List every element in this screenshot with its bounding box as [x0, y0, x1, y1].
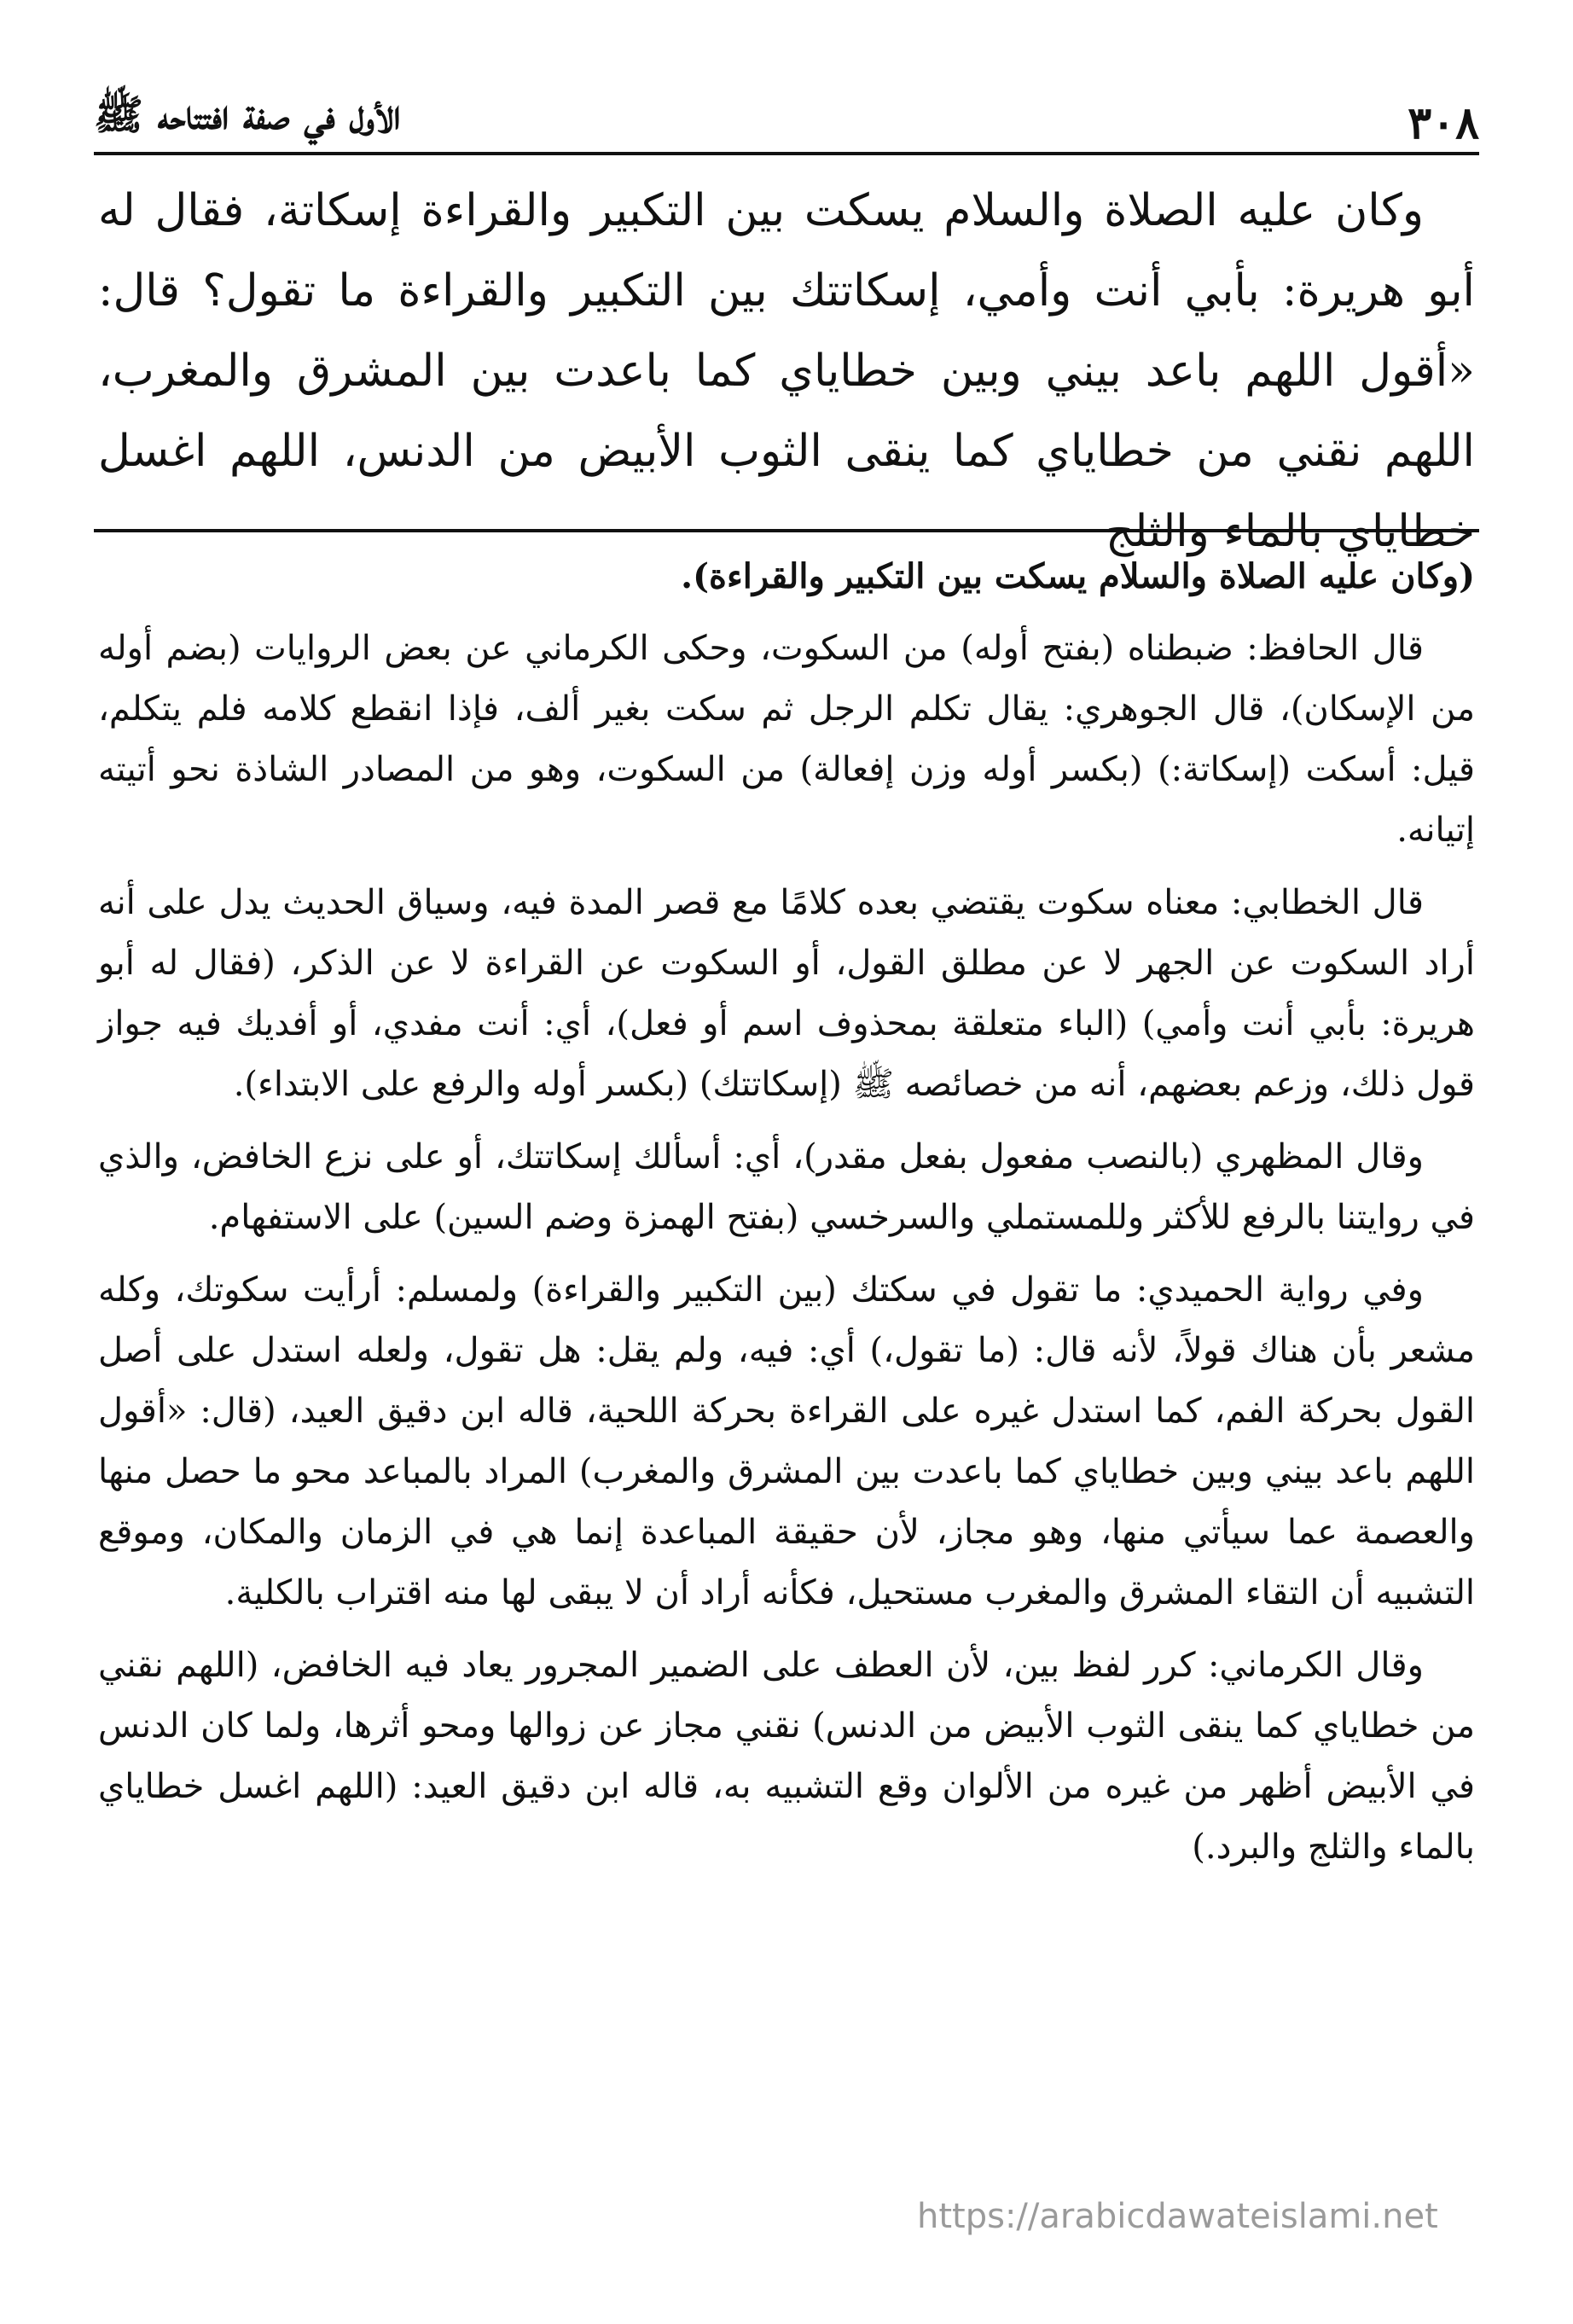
running-title: الأول في صفة افتتاحه ﷺ: [94, 91, 401, 139]
page-number: ٣٠٨: [1408, 97, 1479, 149]
page-header: [94, 81, 1479, 149]
commentary: [98, 546, 1475, 1890]
commentary-paragraph-3: وقال المظهري (بالنصب مفعول بفعل مقدر)، أي: أسألك إسكاتتك، أو على نزع الخافض، والذي في روايتنا بالرفع للأكثر وللمستملي والسرخسي (بفتح الهمزة وضم السين) على الاستفهام.: [98, 1137, 1475, 1237]
commentary-heading: (وكان عليه الصلاة والسلام يسكت بين التكبير والقراءة).: [681, 556, 1475, 596]
commentary-paragraph-1: قال الحافظ: ضبطناه (بفتح أوله) من السكوت، وحكى الكرماني عن بعض الروايات (بضم أوله من الإسكان)، قال الجوهري: يقال تكلم الرجل ثم سكت بغير ألف، فإذا انقطع كلامه فلم يتكلم، قيل: أسكت (إسكاتة:) (بكسر أوله وزن إفعالة) من السكوت، وهو من المصادر الشاذة نحو أتيته إتيانه.: [98, 629, 1475, 850]
watermark-url: https://arabicdawateislami.net: [917, 2197, 1438, 2236]
main-text: [98, 171, 1475, 572]
commentary-paragraph-4: وفي رواية الحميدي: ما تقول في سكتك (بين التكبير والقراءة) ولمسلم: أرأيت سكوتك، وكله مشعر بأن هناك قولاً، لأنه قال: (ما تقول،) أي: فيه، ولم يقل: هل تقول، ولعله استدل على أصل القول بحركة الفم، كما استدل غيره على القراءة بحركة اللحية، قاله ابن دقيق العيد، (قال: «أقول اللهم باعد بيني وبين خطاياي كما باعدت بين المشرق والمغرب) المراد بالمباعد محو ما حصل منها والعصمة عما سيأتي منها، وهو مجاز، لأن حقيقة المباعدة إنما هي في الزمان والمكان، وموقع التشبيه أن التقاء المشرق والمغرب مستحيل، فكأنه أراد أن لا يبقى لها منه اقتراب بالكلية.: [98, 1270, 1475, 1612]
header-rule: [94, 152, 1479, 155]
commentary-paragraph-5: وقال الكرماني: كرر لفظ بين، لأن العطف على الضمير المجرور يعاد فيه الخافض، (اللهم نقني من خطاياي كما ينقى الثوب الأبيض من الدنس) نقني مجاز عن زوالها ومحو أثرها، ولما كان الدنس في الأبيض أظهر من غيره من الألوان وقع التشبيه به، قاله ابن دقيق العيد: (اللهم اغسل خطاياي بالماء والثلج والبرد.): [98, 1646, 1475, 1867]
separator-rule: [94, 529, 1479, 532]
commentary-paragraph-2: قال الخطابي: معناه سكوت يقتضي بعده كلامًا مع قصر المدة فيه، وسياق الحديث يدل على أنه أراد السكوت عن الجهر لا عن مطلق القول، أو السكوت عن القراءة لا عن الذكر، (فقال له أبو هريرة: بأبي أنت وأمي) (الباء متعلقة بمحذوف اسم أو فعل)، أي: أنت مفدي، أو أفديك فيه جواز قول ذلك، وزعم بعضهم، أنه من خصائصه ﷺ (إسكاتتك) (بكسر أوله والرفع على الابتداء).: [98, 883, 1475, 1104]
main-text-paragraph: وكان عليه الصلاة والسلام يسكت بين التكبير والقراءة إسكاتة، فقال له أبو هريرة: بأبي أنت وأمي، إسكاتتك بين التكبير والقراءة ما تقول؟ قال: «أقول اللهم باعد بيني وبين خطاياي كما باعدت بين المشرق والمغرب، اللهم نقني من خطاياي كما ينقى الثوب الأبيض من الدنس، اللهم اغسل خطاياي بالماء والثلج: [98, 185, 1475, 557]
